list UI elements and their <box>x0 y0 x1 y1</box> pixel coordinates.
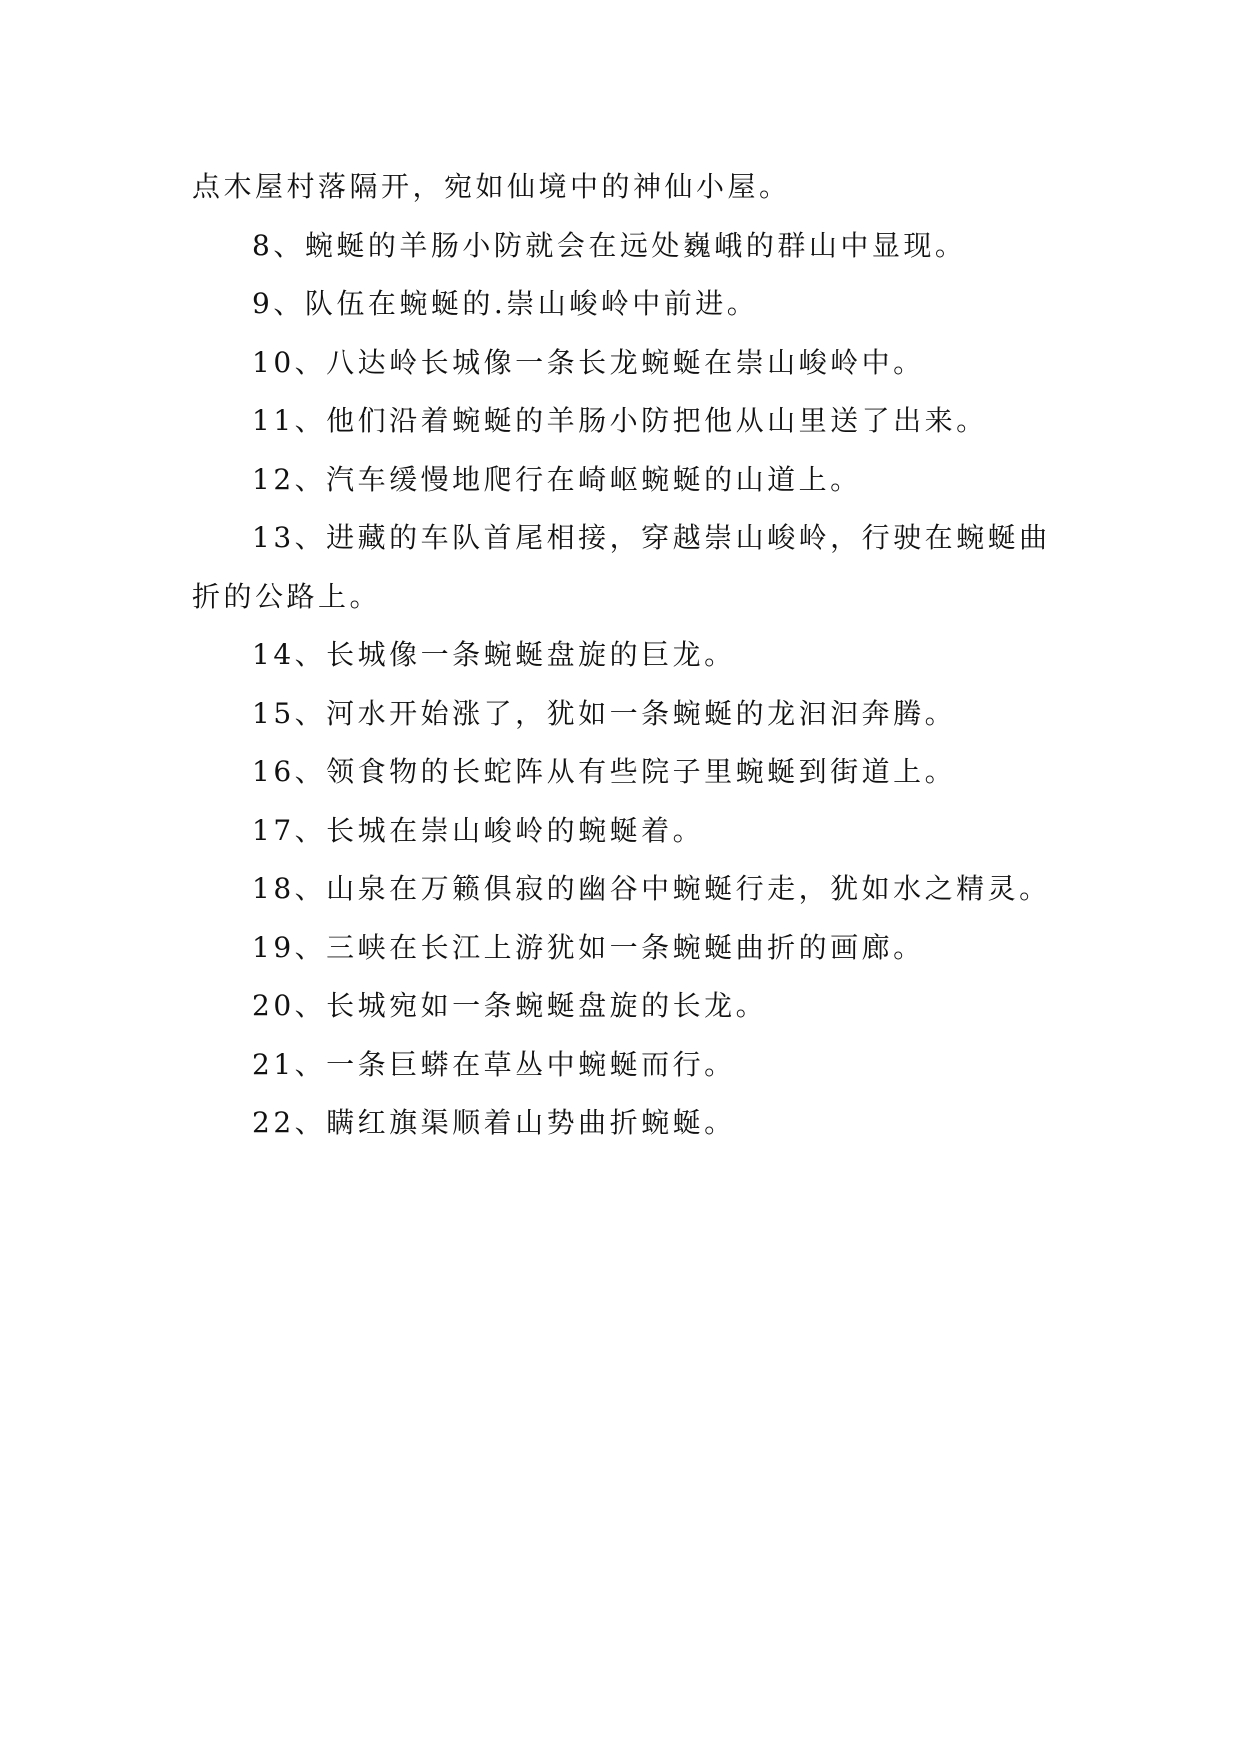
sentence-20: 20、长城宛如一条蜿蜒盘旋的长龙。 <box>252 989 768 1022</box>
sentence-19: 19、三峡在长江上游犹如一条蜿蜒曲折的画廊。 <box>252 930 925 964</box>
sentence-11: 11、他们沿着蜿蜒的羊肠小防把他从山里送了出来。 <box>252 404 988 437</box>
sentence-22: 22、瞒红旗渠顺着山势曲折蜿蜒。 <box>252 1106 736 1139</box>
sentence-8: 8、蜿蜒的羊肠小防就会在远处巍峨的群山中显现。 <box>252 228 967 262</box>
sentence-9: 9、队伍在蜿蜒的.崇山峻岭中前进。 <box>252 287 759 320</box>
sentence-12: 12、汽车缓慢地爬行在崎岖蜿蜒的山道上。 <box>252 462 862 496</box>
sentence-18: 18、山泉在万籁俱寂的幽谷中蜿蜒行走，犹如水之精灵。 <box>252 872 1051 905</box>
document-body <box>192 158 1052 1153</box>
sentence-16: 16、领食物的长蛇阵从有些院子里蜿蜒到街道上。 <box>252 755 957 788</box>
sentence-17: 17、长城在崇山峻岭的蜿蜒着。 <box>252 813 705 847</box>
sentence-10: 10、八达岭长城像一条长龙蜿蜒在崇山峻岭中。 <box>252 345 925 379</box>
sentence-13: 13、进藏的车队首尾相接，穿越崇山峻岭，行驶在蜿蜒曲折的公路上。 <box>192 521 1051 613</box>
sentence-14: 14、长城像一条蜿蜒盘旋的巨龙。 <box>252 638 736 671</box>
sentence-21: 21、一条巨蟒在草丛中蜿蜒而行。 <box>252 1047 736 1081</box>
sentence-15: 15、河水开始涨了，犹如一条蜿蜒的龙汩汩奔腾。 <box>252 696 957 730</box>
paragraph-continuation: 点木屋村落隔开，宛如仙境中的神仙小屋。 <box>192 170 791 203</box>
